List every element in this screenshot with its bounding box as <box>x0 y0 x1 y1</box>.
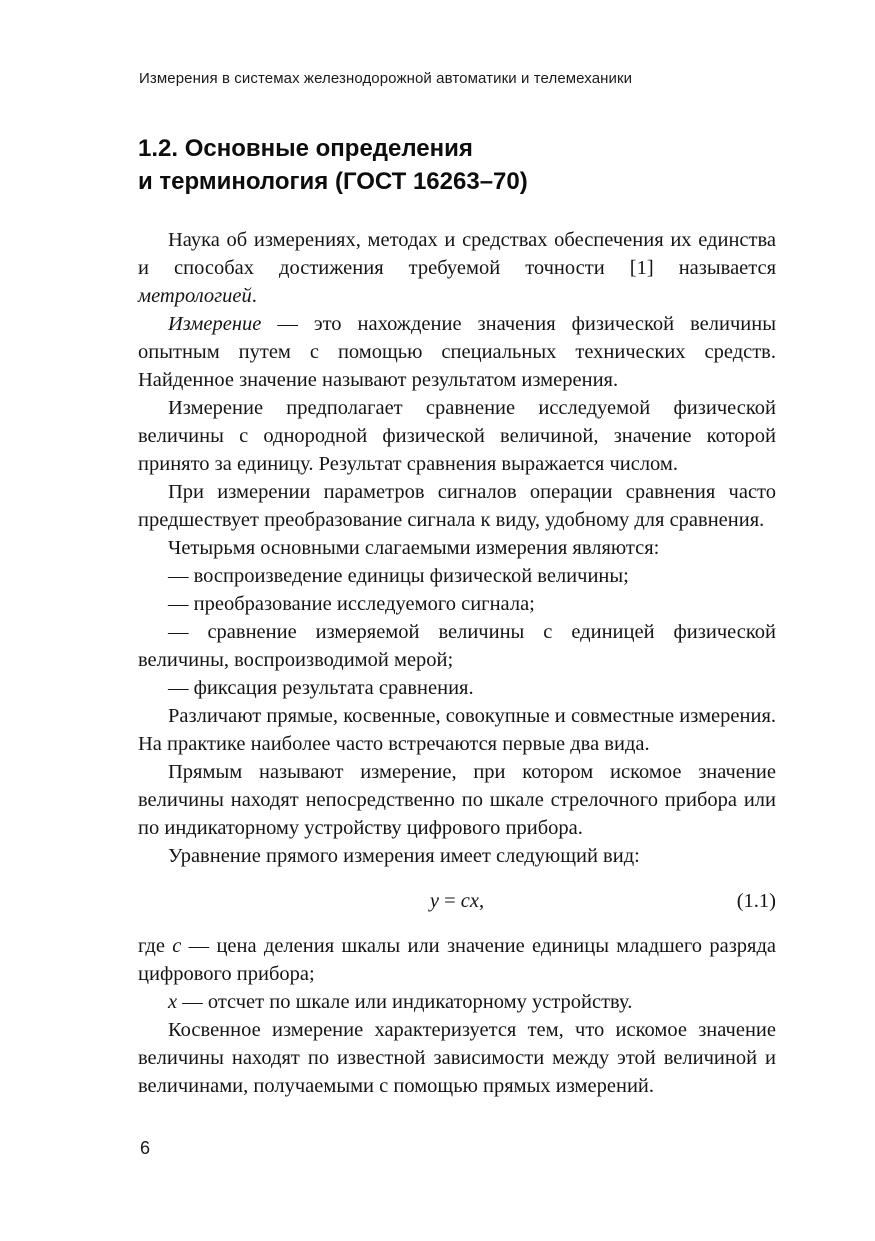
text-run: — воспроизведение единицы физической величины; <box>168 565 629 587</box>
text-run: — отсчет по шкале или индикаторному устройству. <box>177 991 633 1013</box>
text-run: — фиксация результата сравнения. <box>168 677 474 699</box>
section-title-line1: 1.2. Основные определения <box>138 135 473 162</box>
paragraph-indirect-measurement <box>138 1016 776 1100</box>
italic-run: метрологией <box>138 285 252 307</box>
text-run: При измерении параметров сигналов операции сравнения часто предшествует преобразование сигнала к виду, удобному для сравнения. <box>138 481 776 531</box>
paragraph-signal-transformation <box>138 478 776 534</box>
paragraph-direct-measurement <box>138 758 776 842</box>
text-run: Измерение предполагает сравнение исследуемой физической величины с однородной физической величиной, значение которой принято за единицу. Результат сравнения выражается числом. <box>138 397 776 475</box>
text-run: Уравнение прямого измерения имеет следующий вид: <box>168 845 640 867</box>
paragraph-comparison <box>138 394 776 478</box>
text-run: — сравнение измеряемой величины с единицей физической величины, воспроизводимой мерой; <box>138 621 776 671</box>
text-run: , <box>479 890 485 912</box>
paragraph-where-c <box>138 932 776 988</box>
paragraph-equation-intro <box>138 842 776 870</box>
running-head: Измерения в системах железнодорожной автоматики и телемеханики <box>139 70 633 87</box>
italic-run: x <box>168 991 178 1013</box>
text-run: Наука об измерениях, методах и средствах обеспечения их единства и способах достижения требуемой точности [1] называется <box>138 229 776 279</box>
equation-block <box>138 887 776 915</box>
text-run: . <box>251 285 257 307</box>
text-run: где <box>138 935 173 957</box>
equation-formula <box>430 890 484 912</box>
paragraph-metrology-definition <box>138 226 776 310</box>
page-number: 6 <box>140 1138 151 1158</box>
italic-run: y <box>429 890 439 912</box>
text-run: Прямым называют измерение, при котором искомое значение величины находят непосредственно по шкале стрелочного прибора или по индикаторному устройству цифрового прибора. <box>138 761 776 839</box>
section-title <box>138 132 778 198</box>
text-run: — преобразование исследуемого сигнала; <box>168 593 535 615</box>
text-run: Косвенное измерение характеризуется тем, что искомое значение величины находят по известной зависимости между этой величиной и величинами, получаемыми с помощью прямых измерений. <box>138 1019 776 1097</box>
list-item-reproduction <box>138 562 776 590</box>
paragraph-four-components-intro <box>138 534 776 562</box>
paragraph-measurement-types <box>138 702 776 758</box>
italic-run: c <box>172 935 182 957</box>
equation-number: (1.1) <box>736 890 776 912</box>
text-run: Четырьмя основными слагаемыми измерения являются: <box>168 537 660 559</box>
italic-run: cx <box>460 890 479 912</box>
text-run: — цена деления шкалы или значение единицы младшего разряда цифрового прибора; <box>138 935 777 985</box>
text-run: — это нахождение значения физической величины опытным путем с помощью специальных технических средств. Найденное значение называют результатом измерения. <box>138 313 776 391</box>
text-run: Различают прямые, косвенные, совокупные и совместные измерения. На практике наиболее часто встречаются первые два вида. <box>138 705 776 755</box>
list-item-fixation <box>138 674 776 702</box>
section-title-line2: и терминология (ГОСТ 16263–70) <box>138 168 528 195</box>
body-text <box>138 226 776 1100</box>
paragraph-where-x <box>138 988 776 1016</box>
paragraph-measurement-definition <box>138 310 776 394</box>
italic-run: Измерение <box>168 313 262 335</box>
text-run: = <box>438 890 461 912</box>
list-item-transformation <box>138 590 776 618</box>
list-item-comparison <box>138 618 776 674</box>
